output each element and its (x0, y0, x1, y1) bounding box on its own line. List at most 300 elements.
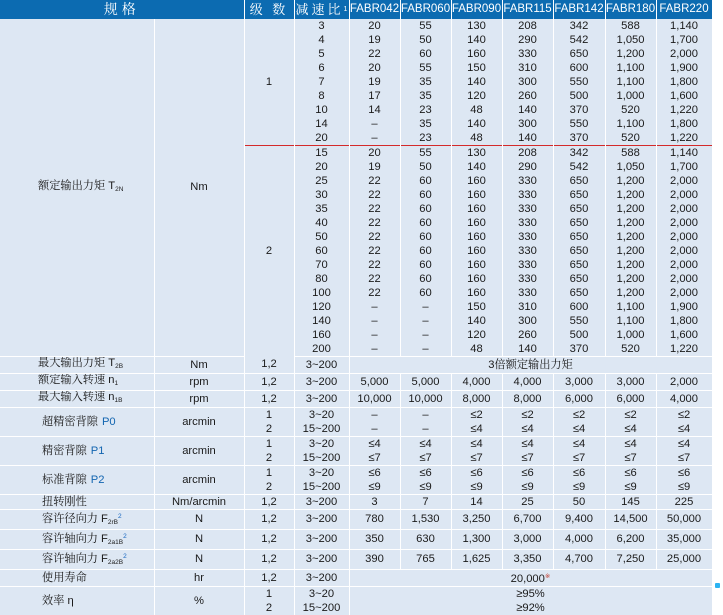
stage-cell: 2 (244, 480, 294, 495)
value-cell: – (400, 342, 451, 357)
value-cell: 160 (451, 258, 502, 272)
value-cell: 60 (400, 202, 451, 216)
ratio-cell: 35 (294, 202, 349, 216)
table-row (0, 510, 712, 530)
value-cell: 160 (451, 188, 502, 202)
value-cell: 1,220 (656, 131, 712, 146)
value-cell: ≤9 (400, 480, 451, 495)
value-cell: 650 (553, 202, 605, 216)
unit-cell: hr (154, 570, 244, 587)
value-cell: 370 (553, 342, 605, 357)
value-cell: 300 (502, 117, 553, 131)
value-cell: 650 (553, 174, 605, 188)
unit-cell: arcmin (154, 437, 244, 466)
value-cell: ≤6 (553, 466, 605, 481)
value-cell: 588 (605, 19, 656, 33)
value-cell: ≤7 (605, 451, 656, 466)
scrollbar[interactable] (712, 0, 723, 598)
axial-force-2-label (0, 550, 154, 570)
value-cell: 140 (451, 160, 502, 174)
value-cell: 60 (400, 174, 451, 188)
value-cell: 1,200 (605, 188, 656, 202)
value-cell: ≤4 (605, 422, 656, 437)
value-cell: 1,050 (605, 160, 656, 174)
ratio-cell: 5 (294, 47, 349, 61)
value-cell: 1,530 (400, 510, 451, 530)
value-cell: 260 (502, 89, 553, 103)
model-header: FABR090 (451, 0, 502, 19)
value-cell: 1,000 (605, 89, 656, 103)
value-cell: 1,600 (656, 328, 712, 342)
ratio-cell: 70 (294, 258, 349, 272)
value-cell: 50 (400, 160, 451, 174)
ratio-cell: 15~200 (294, 451, 349, 466)
value-cell: 1,200 (605, 202, 656, 216)
table-row (0, 357, 712, 374)
ratio-cell: 30 (294, 188, 349, 202)
value-cell: 3 (349, 495, 400, 510)
unit-cell: N (154, 530, 244, 550)
ratio-cell: 3~200 (294, 510, 349, 530)
backlash-p2-label (0, 466, 154, 495)
value-cell: 330 (502, 230, 553, 244)
model-header: FABR220 (656, 0, 712, 19)
value-cell: 22 (349, 230, 400, 244)
stage-cell: 1 (244, 437, 294, 452)
value-cell: 14 (451, 495, 502, 510)
value-cell: – (349, 328, 400, 342)
unit-cell: % (154, 587, 244, 615)
backlash-p0-label (0, 408, 154, 437)
rated-speed-label (0, 374, 154, 391)
value-cell: ≤9 (349, 480, 400, 495)
value-cell: ≤6 (349, 466, 400, 481)
radial-force-label (0, 510, 154, 530)
value-cell: ≤7 (656, 451, 712, 466)
value-cell: 140 (502, 131, 553, 146)
value-cell: 35,000 (656, 530, 712, 550)
value-cell: 25 (502, 495, 553, 510)
value-cell: 20 (349, 61, 400, 75)
ratio-cell: 3~200 (294, 374, 349, 391)
value-cell: ≤9 (605, 480, 656, 495)
value-cell: 225 (656, 495, 712, 510)
label-text: 使用寿命 (42, 572, 87, 584)
ratio-cell: 100 (294, 286, 349, 300)
value-cell: 22 (349, 202, 400, 216)
value-cell: 1,700 (656, 33, 712, 47)
ratio-note: 1 (344, 6, 348, 13)
unit-cell: rpm (154, 391, 244, 408)
label-text: 容许轴向力 F (42, 553, 108, 565)
value-cell: 14 (349, 103, 400, 117)
stage-cell: 1,2 (244, 495, 294, 510)
value-cell: 1,100 (605, 300, 656, 314)
ratio-cell: 15~200 (294, 422, 349, 437)
value-cell: 330 (502, 216, 553, 230)
backlash-class-tag: P0 (102, 416, 116, 428)
value-cell: 35 (400, 75, 451, 89)
value-cell: 3,000 (605, 374, 656, 391)
value-cell: ≤7 (400, 451, 451, 466)
value-cell: 550 (553, 117, 605, 131)
value-cell: 600 (553, 61, 605, 75)
backlash-class-tag: P2 (91, 474, 105, 486)
value-cell: ≤4 (605, 437, 656, 452)
value-cell: ≤2 (502, 408, 553, 423)
value-cell: 60 (400, 188, 451, 202)
table-row (0, 570, 712, 587)
unit-cell: rpm (154, 374, 244, 391)
value-cell: – (400, 300, 451, 314)
value-cell: 50 (553, 495, 605, 510)
value-cell: 330 (502, 272, 553, 286)
value-cell: ≤2 (656, 408, 712, 423)
ratio-cell: 3~20 (294, 437, 349, 452)
value-cell: 4,000 (451, 374, 502, 391)
stage-cell: 1,2 (244, 550, 294, 570)
value-cell: 1,800 (656, 314, 712, 328)
value-cell: 330 (502, 47, 553, 61)
value-cell: 1,200 (605, 258, 656, 272)
unit-cell: arcmin (154, 408, 244, 437)
stage-header: 级 数 (244, 0, 294, 19)
table-row (0, 587, 712, 602)
unit-cell: N (154, 550, 244, 570)
stiffness-label (0, 495, 154, 510)
value-cell: 2,000 (656, 272, 712, 286)
value-cell: 140 (451, 33, 502, 47)
ratio-cell: 25 (294, 174, 349, 188)
value-cell: 120 (451, 328, 502, 342)
value-cell: – (349, 408, 400, 423)
value-cell: 650 (553, 216, 605, 230)
value-cell: – (349, 314, 400, 328)
value-cell: 350 (349, 530, 400, 550)
ratio-cell: 3~200 (294, 570, 349, 587)
ratio-cell: 4 (294, 33, 349, 47)
value-cell: – (349, 422, 400, 437)
value-cell: ≤2 (553, 408, 605, 423)
label-subscript: 2rB (108, 519, 118, 526)
label-text: 超精密背隙 (42, 416, 98, 428)
value-cell: 1,800 (656, 75, 712, 89)
ratio-cell: 120 (294, 300, 349, 314)
label-text: 标准背隙 (42, 474, 87, 486)
value-cell: 650 (553, 272, 605, 286)
label-text: 效率 η (42, 595, 74, 607)
value-cell: 342 (553, 146, 605, 161)
value-cell: 208 (502, 146, 553, 161)
value-cell: 330 (502, 188, 553, 202)
stage-cell: 1 (244, 587, 294, 602)
ratio-cell: 15~200 (294, 480, 349, 495)
label-text: 额定输出力矩 T (38, 180, 115, 192)
value-cell: ≤9 (502, 480, 553, 495)
value-cell: 23 (400, 103, 451, 117)
model-header: FABR060 (400, 0, 451, 19)
value-cell: 120 (451, 89, 502, 103)
unit-cell: N (154, 510, 244, 530)
table-body (0, 19, 712, 615)
value-cell: ≤4 (656, 437, 712, 452)
value-cell: 7 (400, 495, 451, 510)
ratio-cell: 3 (294, 19, 349, 33)
stage-cell: 2 (244, 601, 294, 615)
value-cell: 4,700 (553, 550, 605, 570)
value-cell: 23 (400, 131, 451, 146)
value-cell: 330 (502, 174, 553, 188)
value-cell: 1,625 (451, 550, 502, 570)
stage-cell: 2 (244, 422, 294, 437)
table-row (0, 437, 712, 452)
value-cell: 2,000 (656, 286, 712, 300)
value-cell: 330 (502, 244, 553, 258)
model-header: FABR115 (502, 0, 553, 19)
table-row (0, 374, 712, 391)
value-cell: 19 (349, 160, 400, 174)
value-cell: – (349, 117, 400, 131)
value-cell: 5,000 (349, 374, 400, 391)
value-cell: 60 (400, 244, 451, 258)
value-cell: 650 (553, 47, 605, 61)
value-cell: 22 (349, 258, 400, 272)
table-row (0, 391, 712, 408)
value-cell: 542 (553, 160, 605, 174)
backlash-class-tag: P1 (91, 445, 105, 457)
value-cell: 20 (349, 146, 400, 161)
ratio-cell: 3~200 (294, 550, 349, 570)
label-text: 精密背隙 (42, 445, 87, 457)
value-cell: 140 (451, 117, 502, 131)
value-cell: 22 (349, 47, 400, 61)
value-cell: 160 (451, 202, 502, 216)
value-cell: ≤7 (451, 451, 502, 466)
value-cell: ≤4 (553, 422, 605, 437)
value-cell: 310 (502, 300, 553, 314)
value-cell: ≤7 (349, 451, 400, 466)
value-cell: 10,000 (349, 391, 400, 408)
label-subscript: 2B (115, 363, 123, 370)
ratio-cell: 3~20 (294, 587, 349, 602)
value-cell: 2,000 (656, 216, 712, 230)
ratio-cell: 7 (294, 75, 349, 89)
label-subscript: 1B (114, 397, 122, 404)
value-cell: 22 (349, 174, 400, 188)
value-cell: 650 (553, 244, 605, 258)
stage-cell: 2 (244, 451, 294, 466)
value-cell: 588 (605, 146, 656, 161)
value-cell: ≤6 (451, 466, 502, 481)
value-cell: ≤6 (656, 466, 712, 481)
value-cell: 1,200 (605, 244, 656, 258)
ratio-cell: 15 (294, 146, 349, 161)
value-cell: 330 (502, 202, 553, 216)
table-header (0, 0, 712, 19)
value-cell: 370 (553, 103, 605, 117)
value-cell: 3,000 (553, 374, 605, 391)
value-cell: 1,100 (605, 75, 656, 89)
ratio-cell: 20 (294, 131, 349, 146)
value-cell: ≤4 (656, 422, 712, 437)
value-cell: 4,000 (656, 391, 712, 408)
value-cell: 160 (451, 272, 502, 286)
value-cell: 650 (553, 188, 605, 202)
value-cell: 2,000 (656, 258, 712, 272)
ratio-cell: 14 (294, 117, 349, 131)
value-cell: 290 (502, 160, 553, 174)
value-cell: 9,400 (553, 510, 605, 530)
value-cell: 6,700 (502, 510, 553, 530)
value-cell: 35 (400, 117, 451, 131)
value-cell: 630 (400, 530, 451, 550)
model-header: FABR142 (553, 0, 605, 19)
value-cell: 3,250 (451, 510, 502, 530)
value-cell: ≥95% (349, 587, 712, 602)
value-cell: 1,050 (605, 33, 656, 47)
value-cell: ≤7 (553, 451, 605, 466)
value-cell: ≤6 (400, 466, 451, 481)
value-cell: ≤2 (605, 408, 656, 423)
max-speed-label (0, 391, 154, 408)
table-row (0, 19, 712, 33)
value-cell: ≤6 (502, 466, 553, 481)
value-cell: 6,000 (553, 391, 605, 408)
value-cell: 1,300 (451, 530, 502, 550)
value-cell: 140 (502, 103, 553, 117)
value-cell: 1,140 (656, 19, 712, 33)
value-cell: 520 (605, 103, 656, 117)
value-cell: 35 (400, 89, 451, 103)
ratio-cell: 80 (294, 272, 349, 286)
ratio-cell: 10 (294, 103, 349, 117)
value-cell: 55 (400, 61, 451, 75)
value-cell: 19 (349, 33, 400, 47)
value-cell: ≤6 (605, 466, 656, 481)
model-header: FABR180 (605, 0, 656, 19)
value-cell: ≤2 (451, 408, 502, 423)
label-subscript: 1 (114, 380, 118, 387)
value-cell: 22 (349, 188, 400, 202)
value-cell: 370 (553, 131, 605, 146)
value-cell: ≤9 (553, 480, 605, 495)
value-cell: 650 (553, 258, 605, 272)
ratio-header (294, 0, 349, 19)
value-cell: 140 (502, 342, 553, 357)
value-cell: 765 (400, 550, 451, 570)
value-cell: 1,100 (605, 117, 656, 131)
value-cell: 2,000 (656, 244, 712, 258)
table-row (0, 466, 712, 481)
value-cell: ≤9 (656, 480, 712, 495)
value-cell: 500 (553, 328, 605, 342)
stage-cell: 1,2 (244, 391, 294, 408)
ratio-cell: 6 (294, 61, 349, 75)
value-cell: ≤9 (451, 480, 502, 495)
value-cell: 1,200 (605, 272, 656, 286)
value-cell: 290 (502, 33, 553, 47)
value-cell: 3倍额定输出力矩 (349, 357, 712, 374)
stage-cell: 1,2 (244, 510, 294, 530)
value-cell: 160 (451, 216, 502, 230)
value-cell: 650 (553, 230, 605, 244)
value-cell: 2,000 (656, 188, 712, 202)
label-text: 最大输出力矩 T (38, 357, 115, 369)
value-cell: 390 (349, 550, 400, 570)
stage-cell: 1 (244, 19, 294, 146)
ratio-cell: 40 (294, 216, 349, 230)
value-cell (349, 570, 712, 587)
value-cell: 20 (349, 19, 400, 33)
value-cell: 1,900 (656, 61, 712, 75)
value-cell: 1,200 (605, 216, 656, 230)
value-cell: 60 (400, 47, 451, 61)
value-cell: 542 (553, 33, 605, 47)
value-cell: ≤4 (553, 437, 605, 452)
value-cell: – (349, 300, 400, 314)
ratio-cell: 3~200 (294, 357, 349, 374)
value-cell: – (400, 422, 451, 437)
table-row (0, 530, 712, 550)
value-cell: ≤7 (502, 451, 553, 466)
ratio-cell: 50 (294, 230, 349, 244)
value-cell: ≤4 (502, 437, 553, 452)
stage-cell: 1,2 (244, 374, 294, 391)
value-cell: 22 (349, 244, 400, 258)
ratio-cell: 3~20 (294, 466, 349, 481)
footnote-mark: ※ (545, 573, 550, 580)
value-cell: ≤4 (451, 422, 502, 437)
ratio-cell: 3~200 (294, 391, 349, 408)
value-cell: 1,220 (656, 342, 712, 357)
value-cell: 60 (400, 230, 451, 244)
value-cell: 342 (553, 19, 605, 33)
value-cell: 1,100 (605, 314, 656, 328)
ratio-cell: 20 (294, 160, 349, 174)
value-cell: 48 (451, 342, 502, 357)
value-cell: 310 (502, 61, 553, 75)
label-text: 扭转刚性 (42, 496, 87, 508)
value-cell: 330 (502, 258, 553, 272)
scroll-indicator[interactable] (715, 583, 720, 588)
stage-cell: 1,2 (244, 530, 294, 550)
value-cell: 1,900 (656, 300, 712, 314)
value-cell: 520 (605, 131, 656, 146)
value-cell: 145 (605, 495, 656, 510)
value-cell: ≤4 (502, 422, 553, 437)
ratio-cell: 3~200 (294, 495, 349, 510)
value-cell: 6,200 (605, 530, 656, 550)
value-cell: ≤4 (451, 437, 502, 452)
unit-cell: Nm (154, 357, 244, 374)
life-label (0, 570, 154, 587)
value-cell: 1,700 (656, 160, 712, 174)
ratio-cell: 160 (294, 328, 349, 342)
value-cell: 150 (451, 61, 502, 75)
label-subscript: 2a1B (108, 539, 123, 546)
value-cell: 14,500 (605, 510, 656, 530)
table-row (0, 550, 712, 570)
label-subscript: 2a2B (108, 559, 123, 566)
unit-cell: Nm/arcmin (154, 495, 244, 510)
value-cell: 260 (502, 328, 553, 342)
value-cell: 60 (400, 258, 451, 272)
torque-label (0, 19, 154, 357)
value-cell: 650 (553, 286, 605, 300)
value-cell: 4,000 (502, 374, 553, 391)
value-cell: 22 (349, 216, 400, 230)
value-cell: 48 (451, 103, 502, 117)
